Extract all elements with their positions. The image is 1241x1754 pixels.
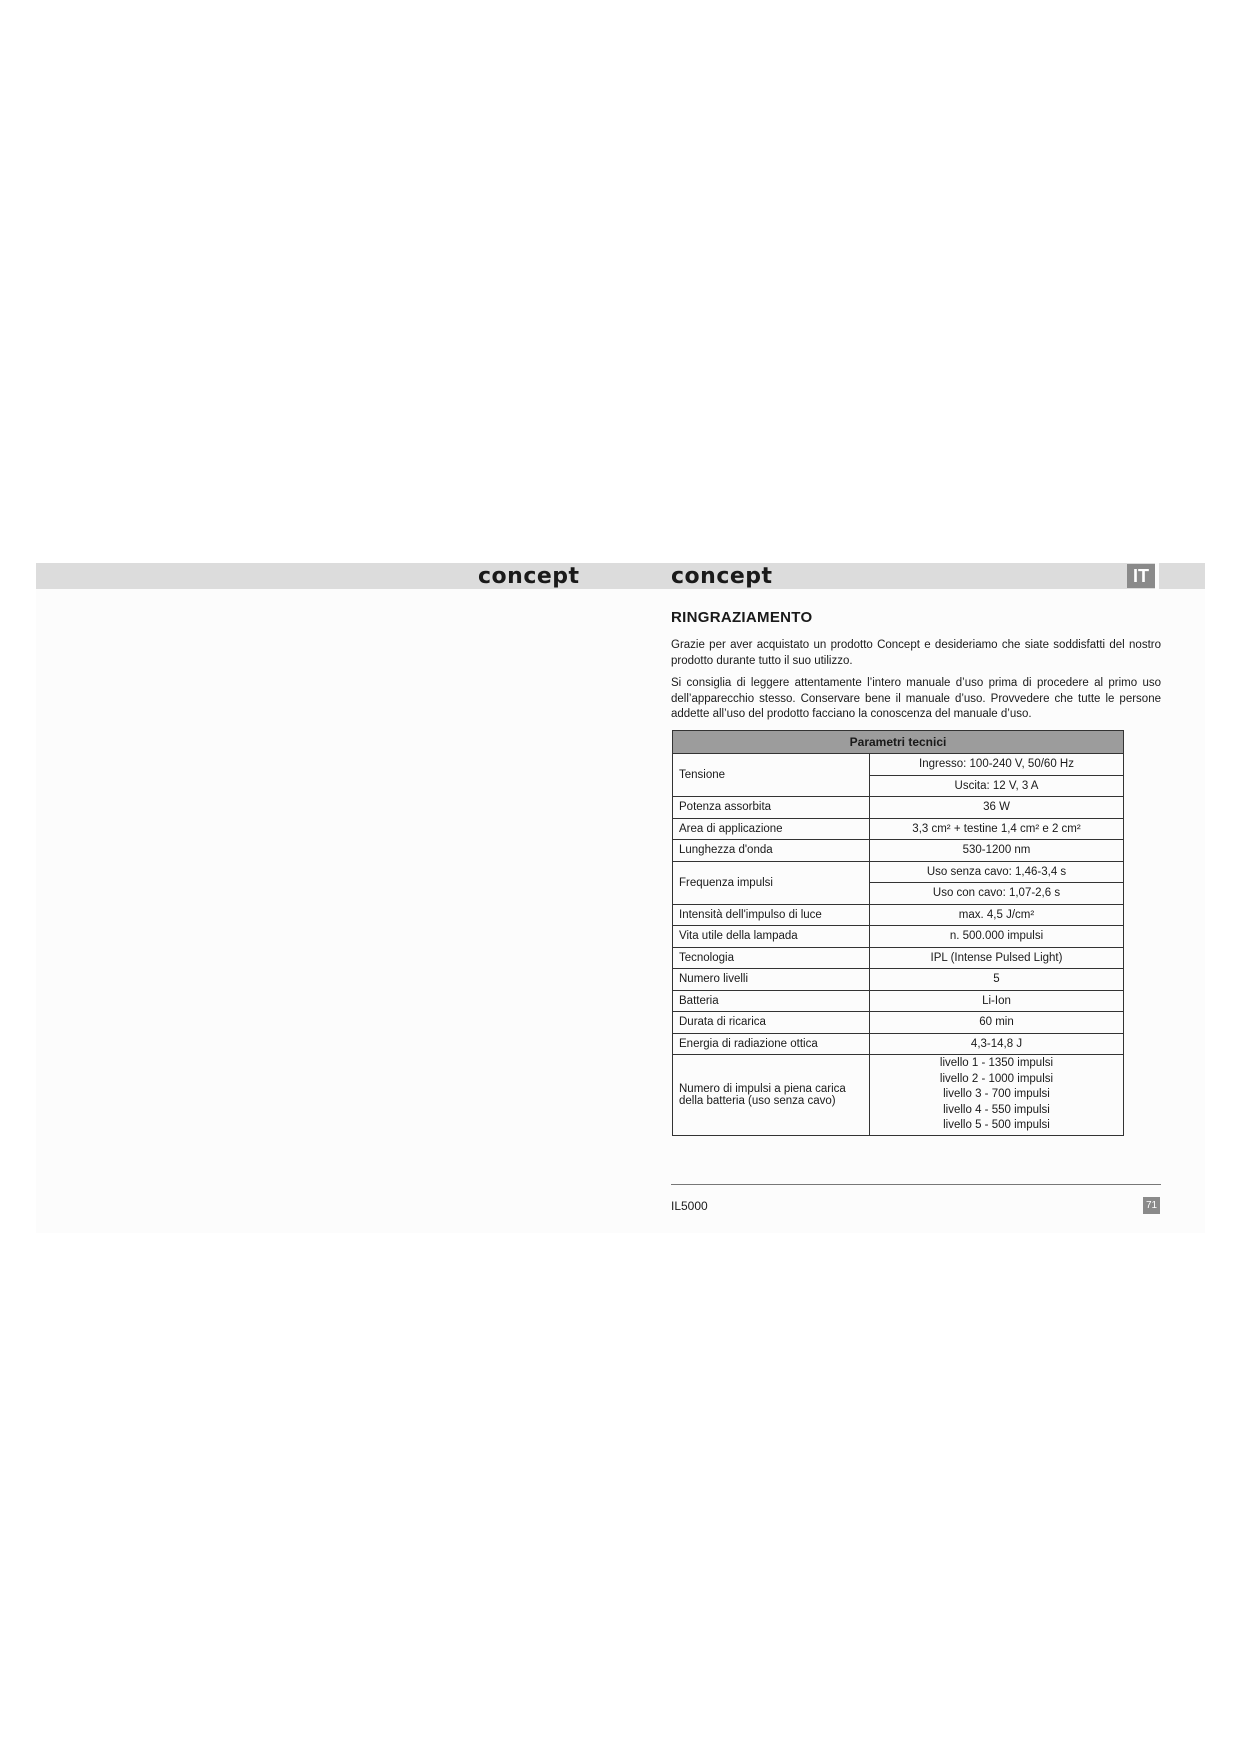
row-label-intensita: Intensità dell'impulso di luce — [673, 904, 870, 926]
level-line: livello 4 - 550 impulsi — [943, 1103, 1050, 1116]
table-row — [673, 1033, 1124, 1055]
technical-parameters-table — [672, 730, 1124, 1136]
row-label-lunghezza: Lunghezza d'onda — [673, 840, 870, 862]
row-label-numero-impulsi: Numero di impulsi a piena carica della batteria (uso senza cavo) — [673, 1055, 870, 1136]
page-number: 71 — [1143, 1197, 1160, 1214]
table-header-row — [673, 731, 1124, 754]
row-label-tecnologia: Tecnologia — [673, 947, 870, 969]
table-row — [673, 990, 1124, 1012]
row-label-area: Area di applicazione — [673, 818, 870, 840]
row-label-batteria: Batteria — [673, 990, 870, 1012]
row-value-uscita: Uscita: 12 V, 3 A — [870, 775, 1124, 797]
manual-advice-paragraph: Si consiglia di leggere attentamente l’intero manuale d’uso prima di procedere al primo uso dell’apparecchio stesso. Conservare bene il manuale d’uso. Provvedere che tutte le persone addette all’uso del prodotto facciano la conoscenza del manuale d’uso. — [671, 677, 1161, 720]
table-row — [673, 926, 1124, 948]
level-line: livello 1 - 1350 impulsi — [939, 1057, 1054, 1069]
table-row — [673, 969, 1124, 991]
row-label-tensione: Tensione — [673, 754, 870, 797]
level-line: livello 2 - 1000 impulsi — [939, 1072, 1054, 1085]
row-label-energia: Energia di radiazione ottica — [673, 1033, 870, 1055]
row-label-ricarica: Durata di ricarica — [673, 1012, 870, 1034]
table-row — [673, 1012, 1124, 1034]
language-badge: IT — [1127, 564, 1155, 588]
table-row — [673, 904, 1124, 926]
table-header: Parametri tecnici — [673, 731, 1124, 754]
footer-divider — [671, 1184, 1161, 1185]
row-label-livelli: Numero livelli — [673, 969, 870, 991]
row-value-area: 3,3 cm² + testine 1,4 cm² e 2 cm² — [870, 818, 1124, 840]
row-value-energia: 4,3-14,8 J — [870, 1033, 1124, 1055]
row-value-batteria: Li-Ion — [870, 990, 1124, 1012]
row-value-tecnologia: IPL (Intense Pulsed Light) — [870, 947, 1124, 969]
table-row — [673, 947, 1124, 969]
table-row — [673, 797, 1124, 819]
table-row — [673, 1055, 1124, 1136]
row-value-vita-utile: n. 500.000 impulsi — [870, 926, 1124, 948]
row-value-ricarica: 60 min — [870, 1012, 1124, 1034]
row-label-frequenza: Frequenza impulsi — [673, 861, 870, 904]
row-value-frequenza-con-cavo: Uso con cavo: 1,07-2,6 s — [870, 883, 1124, 905]
model-number: IL5000 — [671, 1199, 708, 1213]
row-value-potenza: 36 W — [870, 797, 1124, 819]
row-value-livelli: 5 — [870, 969, 1124, 991]
row-value-intensita: max. 4,5 J/cm² — [870, 904, 1124, 926]
row-value-ingresso: Ingresso: 100-240 V, 50/60 Hz — [870, 754, 1124, 776]
intro-paragraph: Grazie per aver acquistato un prodotto Concept e desideriamo che siate soddisfatti del nostro prodotto durante tutto il suo utilizzo. — [671, 639, 1161, 667]
section-title: RINGRAZIAMENTO — [671, 609, 813, 626]
level-line: livello 5 - 500 impulsi — [943, 1119, 1050, 1131]
table-row — [673, 818, 1124, 840]
table-row — [673, 840, 1124, 862]
brand-logo-right: concept — [671, 564, 773, 589]
header-divider — [1155, 563, 1159, 589]
brand-logo-left: concept — [478, 564, 580, 589]
row-label-vita-utile: Vita utile della lampada — [673, 926, 870, 948]
table-row — [673, 861, 1124, 883]
row-label-potenza: Potenza assorbita — [673, 797, 870, 819]
row-value-lunghezza: 530-1200 nm — [870, 840, 1124, 862]
table-row — [673, 754, 1124, 776]
level-line: livello 3 - 700 impulsi — [943, 1088, 1050, 1100]
header-bar — [36, 563, 1205, 589]
row-value-impulsi-livelli — [870, 1055, 1124, 1136]
row-value-frequenza-senza-cavo: Uso senza cavo: 1,46-3,4 s — [870, 861, 1124, 883]
